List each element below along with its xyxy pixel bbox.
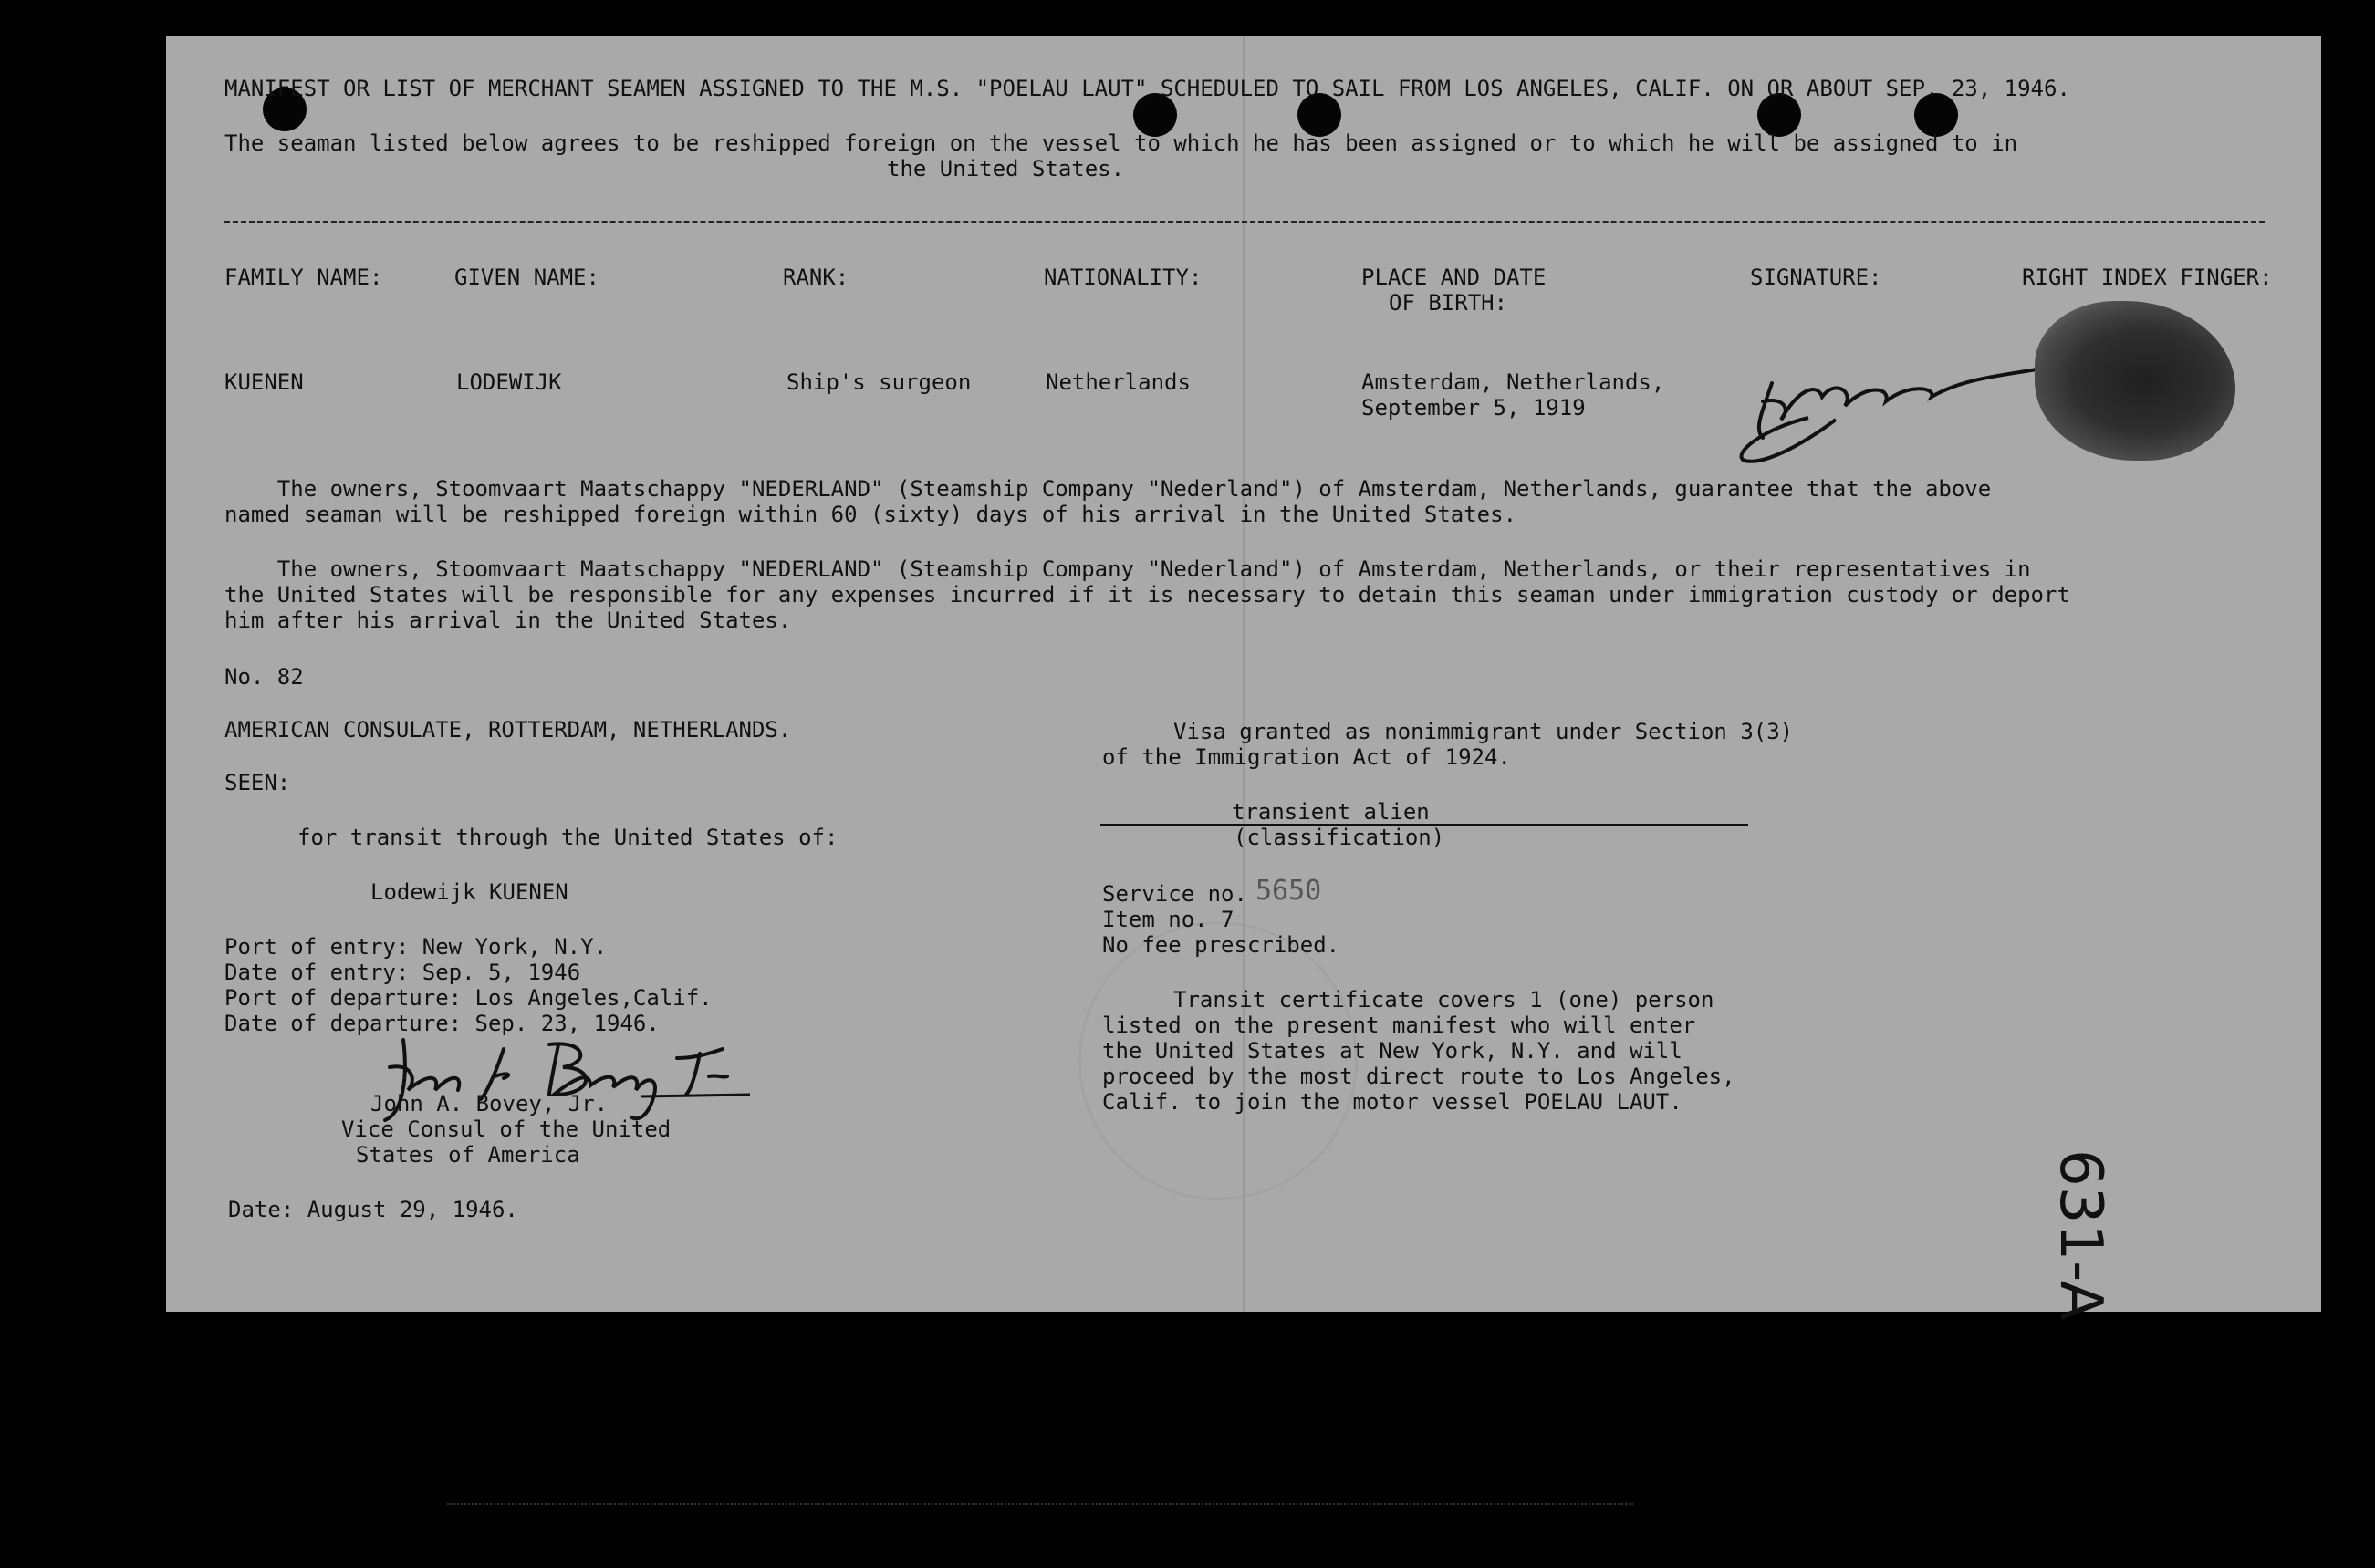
responsibility-paragraph-3: him after his arrival in the United States. — [224, 607, 792, 633]
port-of-entry: Port of entry: New York, N.Y. — [224, 934, 608, 960]
consulate-office: AMERICAN CONSULATE, ROTTERDAM, NETHERLANDS. — [224, 717, 792, 742]
seaman-signature — [1699, 310, 2082, 474]
consulate-date: Date: August 29, 1946. — [228, 1197, 518, 1222]
seen-label: SEEN: — [224, 770, 291, 795]
guarantee-paragraph-1: The owners, Stoomvaart Maatschappy "NEDERLAND" (Steamship Company "Nederland") of Amsterdam, Netherlands, guarantee that the above — [224, 476, 1992, 502]
dashed-divider — [224, 221, 2265, 223]
birth-place-value: Amsterdam, Netherlands, — [1361, 369, 1665, 395]
scan-artifact — [447, 1503, 1633, 1505]
transit-certificate-2: listed on the present manifest who will enter — [1102, 1012, 1696, 1038]
manifest-title: MANIFEST OR LIST OF MERCHANT SEAMEN ASSIGNED TO THE M.S. "POELAU LAUT" SCHEDULED TO SAIL FROM LOS ANGELES, CALIF. ON OR ABOUT SEP. 23, 1946. — [224, 76, 2070, 101]
birth-date-value: September 5, 1919 — [1361, 395, 1586, 421]
item-number: Item no. 7 — [1102, 907, 1234, 932]
service-number: 5650 — [1255, 875, 1322, 907]
nationality-value: Netherlands — [1046, 369, 1191, 395]
consul-title-1: Vice Consul of the United — [341, 1116, 672, 1142]
port-of-departure: Port of departure: Los Angeles,Calif. — [224, 985, 713, 1011]
col-family-name: FAMILY NAME: — [224, 265, 383, 290]
col-given-name: GIVEN NAME: — [454, 265, 599, 290]
col-rank: RANK: — [783, 265, 849, 290]
col-signature: SIGNATURE: — [1750, 265, 1882, 290]
date-of-entry: Date of entry: Sep. 5, 1946 — [224, 960, 581, 985]
col-right-index-finger: RIGHT INDEX FINGER: — [2022, 265, 2273, 290]
transit-name: Lodewijk KUENEN — [370, 879, 568, 905]
transit-certificate-5: Calif. to join the motor vessel POELAU LAUT. — [1102, 1089, 1682, 1115]
document-page — [166, 36, 2321, 1321]
classification-label: (classification) — [1234, 825, 1445, 850]
transit-certificate-4: proceed by the most direct route to Los Angeles, — [1102, 1064, 1735, 1089]
col-place-date-birth: PLACE AND DATE — [1361, 265, 1547, 290]
visa-line-1: Visa granted as nonimmigrant under Section 3(3) — [1173, 719, 1794, 744]
manifest-subtitle: The seaman listed below agrees to be reshipped foreign on the vessel to which he has been assigned or to which he will be assigned to in — [224, 130, 2018, 156]
visa-line-2: of the Immigration Act of 1924. — [1102, 744, 1511, 770]
fee-note: No fee prescribed. — [1102, 932, 1340, 958]
consul-title-2: States of America — [356, 1142, 580, 1168]
date-of-departure: Date of departure: Sep. 23, 1946. — [224, 1011, 660, 1036]
fingerprint-image — [2035, 301, 2235, 461]
handwritten-annotation: 631-A — [2047, 1149, 2114, 1321]
transit-intro: for transit through the United States of: — [297, 825, 839, 850]
col-nationality: NATIONALITY: — [1044, 265, 1203, 290]
manifest-subtitle-2: the United States. — [887, 156, 1125, 182]
given-name-value: LODEWIJK — [456, 369, 562, 395]
classification-value: transient alien — [1232, 799, 1430, 825]
consul-name: John A. Bovey, Jr. — [370, 1091, 609, 1116]
family-name-value: KUENEN — [224, 369, 304, 395]
guarantee-paragraph-2: named seaman will be reshipped foreign within 60 (sixty) days of his arrival in the United States. — [224, 502, 1517, 527]
responsibility-paragraph-2: the United States will be responsible for any expenses incurred if it is necessary to detain this seaman under immigration custody or deport — [224, 582, 2070, 607]
transit-certificate-3: the United States at New York, N.Y. and will — [1102, 1038, 1682, 1064]
document-number: No. 82 — [224, 664, 304, 690]
responsibility-paragraph-1: The owners, Stoomvaart Maatschappy "NEDERLAND" (Steamship Company "Nederland") of Amsterdam, Netherlands, or their representatives in — [224, 556, 2031, 582]
rank-value: Ship's surgeon — [786, 369, 972, 395]
transit-certificate-1: Transit certificate covers 1 (one) person — [1173, 987, 1714, 1012]
service-label: Service no. — [1102, 881, 1247, 907]
col-place-date-birth-2: OF BIRTH: — [1389, 290, 1508, 316]
